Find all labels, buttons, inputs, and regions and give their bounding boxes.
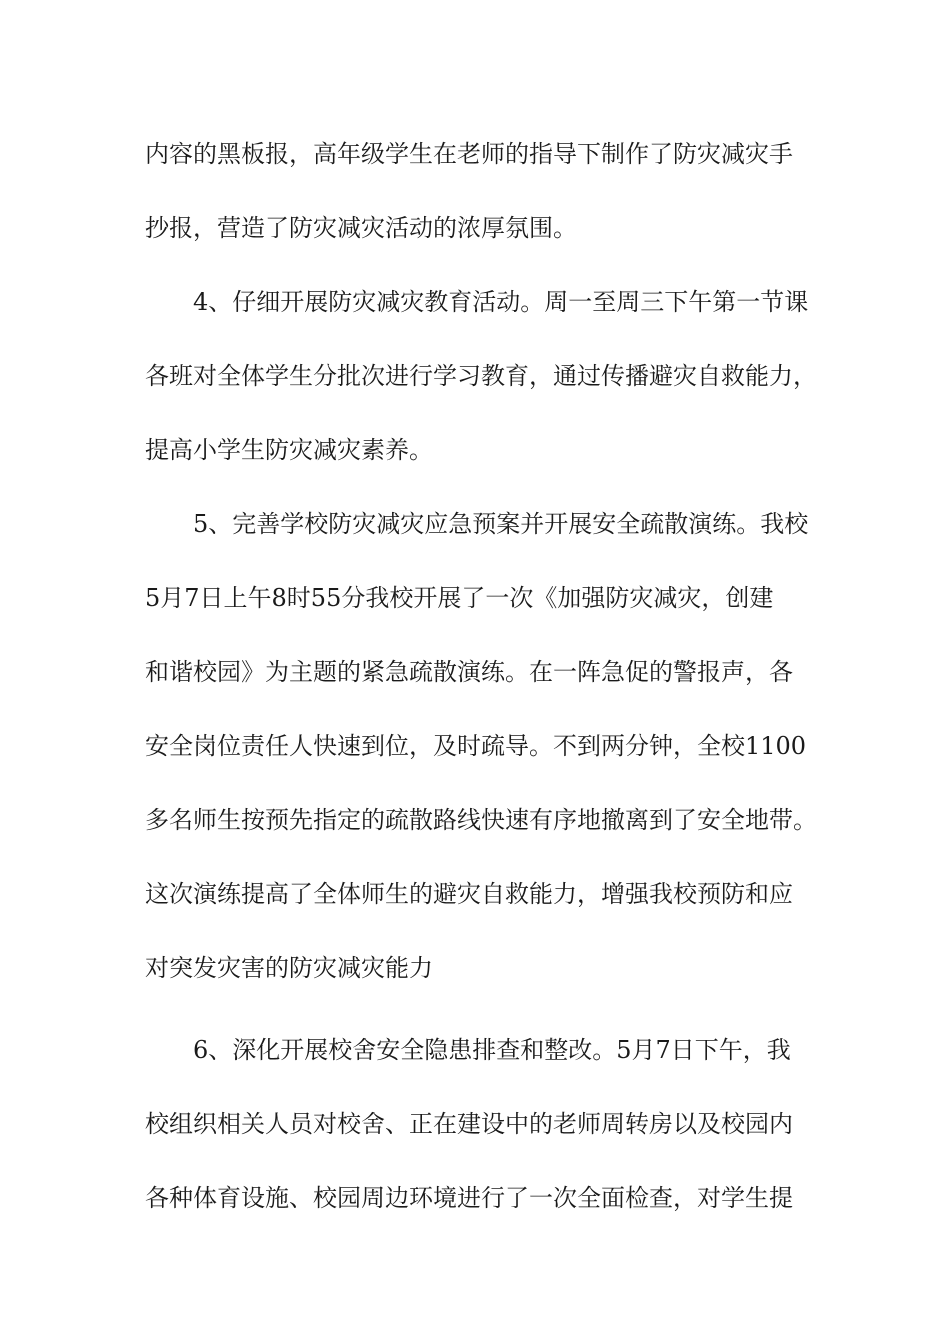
text-line-12: 对突发灾害的防灾减灾能力 xyxy=(145,954,433,982)
text-line-2: 抄报，营造了防灾减灾活动的浓厚氛围。 xyxy=(145,214,577,242)
text-line-9: 安全岗位责任人快速到位，及时疏导。不到两分钟，全校1100 xyxy=(145,732,807,760)
text-line-8: 和谐校园》为主题的紧急疏散演练。在一阵急促的警报声，各 xyxy=(145,658,793,686)
text-line-11: 这次演练提高了全体师生的避灾自救能力，增强我校预防和应 xyxy=(145,880,793,908)
text-line-5: 提高小学生防灾减灾素养。 xyxy=(145,436,433,464)
text-line-1: 内容的黑板报，高年级学生在老师的指导下制作了防灾减灾手 xyxy=(145,140,793,168)
text-line-10: 多名师生按预先指定的疏散路线快速有序地撤离到了安全地带。 xyxy=(145,806,817,834)
text-line-14: 校组织相关人员对校舍、正在建设中的老师周转房以及校园内 xyxy=(145,1110,793,1138)
text-line-3-paragraph-4: 4、仔细开展防灾减灾教育活动。周一至周三下午第一节课 xyxy=(193,288,809,316)
text-line-15: 各种体育设施、校园周边环境进行了一次全面检查，对学生提 xyxy=(145,1184,793,1212)
text-line-4: 各班对全体学生分批次进行学习教育，通过传播避灾自救能力， xyxy=(145,362,817,390)
text-line-7: 5月7日上午8时55分我校开展了一次《加强防灾减灾，创建 xyxy=(145,584,774,612)
text-line-6-paragraph-5: 5、完善学校防灾减灾应急预案并开展安全疏散演练。我校 xyxy=(193,510,809,538)
text-line-13-paragraph-6: 6、深化开展校舍安全隐患排查和整改。5月7日下午，我 xyxy=(193,1036,791,1064)
